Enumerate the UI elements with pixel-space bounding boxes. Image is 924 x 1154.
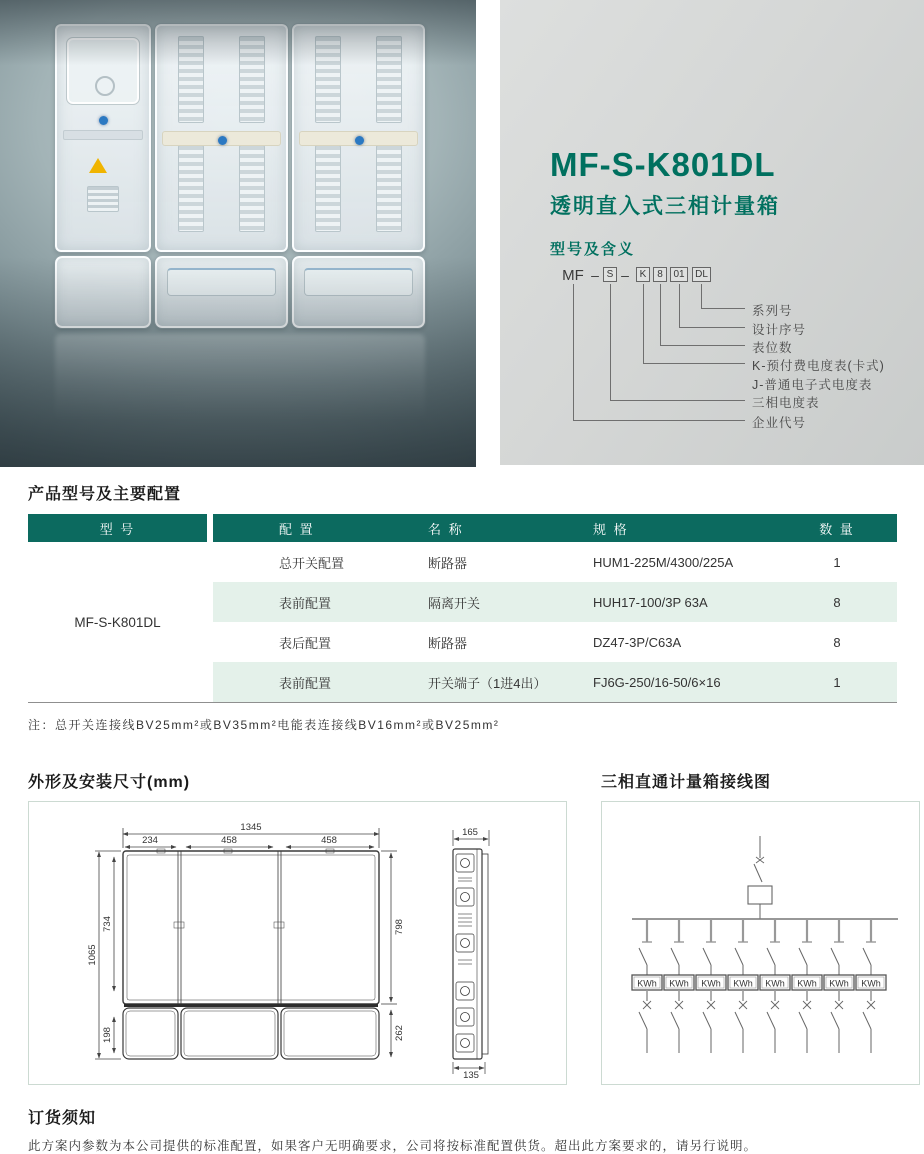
kwh-meter-label: KWh bbox=[861, 978, 881, 989]
dimensions-title: 外形及安装尺寸(mm) bbox=[28, 774, 191, 791]
connector-line bbox=[573, 284, 574, 420]
product-subtitle: 透明直入式三相计量箱 bbox=[550, 195, 780, 218]
wiring-title: 三相直通计量箱接线图 bbox=[601, 774, 772, 791]
connector-line bbox=[701, 284, 702, 308]
cell-config: 表前配置 bbox=[279, 595, 332, 611]
blue-seal-dot bbox=[355, 136, 364, 145]
legend-design-serial: 设计序号 bbox=[752, 323, 807, 337]
connector-line bbox=[660, 284, 661, 345]
ordering-title: 订货须知 bbox=[28, 1110, 97, 1127]
legend-k-prepaid: K-预付费电度表(卡式) bbox=[752, 359, 885, 373]
config-note: 注：总开关连接线BV25mm²或BV35mm²电能表连接线BV16mm²或BV25mm² bbox=[28, 718, 500, 732]
code-part-k: K bbox=[636, 267, 650, 282]
table-row bbox=[213, 622, 897, 662]
cell-name: 隔离开关 bbox=[428, 595, 481, 611]
kwh-meter-label: KWh bbox=[733, 978, 753, 989]
product-model-title: MF-S-K801DL bbox=[550, 146, 776, 183]
code-part-s: S bbox=[603, 267, 617, 282]
dim-upper-height: 734 bbox=[102, 916, 113, 932]
kwh-meter-label: KWh bbox=[701, 978, 721, 989]
dim-left-width: 234 bbox=[142, 835, 158, 846]
table-row bbox=[213, 542, 897, 582]
connector-line bbox=[573, 420, 745, 421]
connector-line bbox=[610, 284, 611, 400]
dim-depth-top: 165 bbox=[462, 827, 478, 838]
header-spec: 规 格 bbox=[593, 521, 629, 537]
dim-total-height: 1065 bbox=[87, 944, 98, 966]
hero-section bbox=[0, 0, 924, 467]
kwh-meter-label: KWh bbox=[829, 978, 849, 989]
meter-branches bbox=[632, 919, 886, 1053]
code-part-dl: DL bbox=[692, 267, 711, 282]
code-part-mf: MF bbox=[562, 267, 584, 284]
front-view bbox=[123, 849, 379, 1059]
cell-name: 开关端子（1进4出） bbox=[428, 675, 547, 691]
code-dash: – bbox=[621, 267, 629, 283]
legend-meter-count: 表位数 bbox=[752, 341, 793, 355]
config-table bbox=[28, 514, 897, 703]
kwh-meter-label: KWh bbox=[797, 978, 817, 989]
header-config: 配 置 bbox=[279, 521, 315, 537]
wiring-diagram-box bbox=[601, 801, 920, 1085]
cell-config: 总开关配置 bbox=[279, 555, 345, 571]
connector-line bbox=[660, 345, 745, 346]
dim-lower-height: 198 bbox=[102, 1027, 113, 1043]
dim-mid-width: 458 bbox=[221, 835, 237, 846]
table-row bbox=[213, 582, 897, 622]
model-meaning-heading: 型号及含义 bbox=[550, 241, 636, 258]
model-cell: MF-S-K801DL bbox=[28, 542, 213, 702]
cell-spec: FJ6G-250/16-50/6×16 bbox=[593, 674, 721, 690]
dimensions-drawing-box bbox=[28, 801, 567, 1085]
config-table-title: 产品型号及主要配置 bbox=[28, 486, 182, 503]
dim-depth-bottom: 135 bbox=[463, 1070, 479, 1081]
dimension-lines bbox=[95, 828, 397, 1059]
legend-j-electronic: J-普通电子式电度表 bbox=[752, 378, 873, 392]
bottom-section bbox=[28, 755, 917, 1085]
header-model: 型 号 bbox=[28, 514, 213, 542]
connector-line bbox=[643, 363, 745, 364]
cell-qty: 1 bbox=[833, 674, 841, 690]
blue-seal-dot bbox=[218, 136, 227, 145]
dimensions-section bbox=[28, 755, 567, 1085]
product-photo bbox=[0, 0, 476, 467]
dim-right-lower: 262 bbox=[394, 1025, 405, 1041]
wiring-section bbox=[601, 755, 920, 1085]
kwh-meter-label: KWh bbox=[765, 978, 785, 989]
code-part-01: 01 bbox=[670, 267, 688, 282]
blue-seal-dot bbox=[99, 116, 108, 125]
header-name: 名 称 bbox=[428, 521, 464, 537]
cell-name: 断路器 bbox=[428, 635, 468, 651]
wiring-diagram bbox=[602, 802, 919, 1084]
code-part-8: 8 bbox=[653, 267, 667, 282]
product-info-panel bbox=[500, 0, 924, 465]
cell-qty: 8 bbox=[833, 634, 841, 650]
legend-series-number: 系列号 bbox=[752, 304, 793, 318]
cell-config: 表前配置 bbox=[279, 675, 332, 691]
legend-company-code: 企业代号 bbox=[752, 416, 807, 430]
code-dash: – bbox=[591, 267, 599, 283]
kwh-meter-label: KWh bbox=[637, 978, 657, 989]
cell-spec: HUH17-100/3P 63A bbox=[593, 594, 708, 610]
connector-line bbox=[679, 284, 680, 327]
dim-right-width: 458 bbox=[321, 835, 337, 846]
cell-qty: 1 bbox=[833, 554, 841, 570]
header-qty: 数 量 bbox=[819, 521, 855, 537]
ordering-text: 此方案内参数为本公司提供的标准配置，如果客户无明确要求，公司将按标准配置供货。超出此方案要求的，请另行说明。 bbox=[28, 1139, 758, 1153]
kwh-meter-label: KWh bbox=[669, 978, 689, 989]
table-row bbox=[213, 662, 897, 702]
dim-total-width: 1345 bbox=[240, 822, 262, 833]
dimensions-drawing bbox=[29, 802, 566, 1084]
legend-three-phase: 三相电度表 bbox=[752, 396, 820, 410]
cell-name: 断路器 bbox=[428, 555, 468, 571]
dimension-labels bbox=[87, 822, 479, 1081]
connector-line bbox=[701, 308, 745, 309]
photo-vignette bbox=[0, 0, 476, 467]
main-content bbox=[0, 481, 924, 1154]
config-table-body bbox=[28, 542, 897, 702]
cell-spec: DZ47-3P/C63A bbox=[593, 634, 682, 650]
connector-line bbox=[610, 400, 745, 401]
main-breaker-symbol bbox=[748, 836, 772, 919]
connector-line bbox=[679, 327, 745, 328]
side-view bbox=[453, 830, 489, 1074]
dim-right-upper: 798 bbox=[394, 919, 405, 935]
config-table-header bbox=[28, 514, 897, 542]
cell-qty: 8 bbox=[833, 594, 841, 610]
connector-line bbox=[643, 284, 644, 363]
cell-config: 表后配置 bbox=[279, 635, 332, 651]
cell-spec: HUM1-225M/4300/225A bbox=[593, 554, 734, 570]
